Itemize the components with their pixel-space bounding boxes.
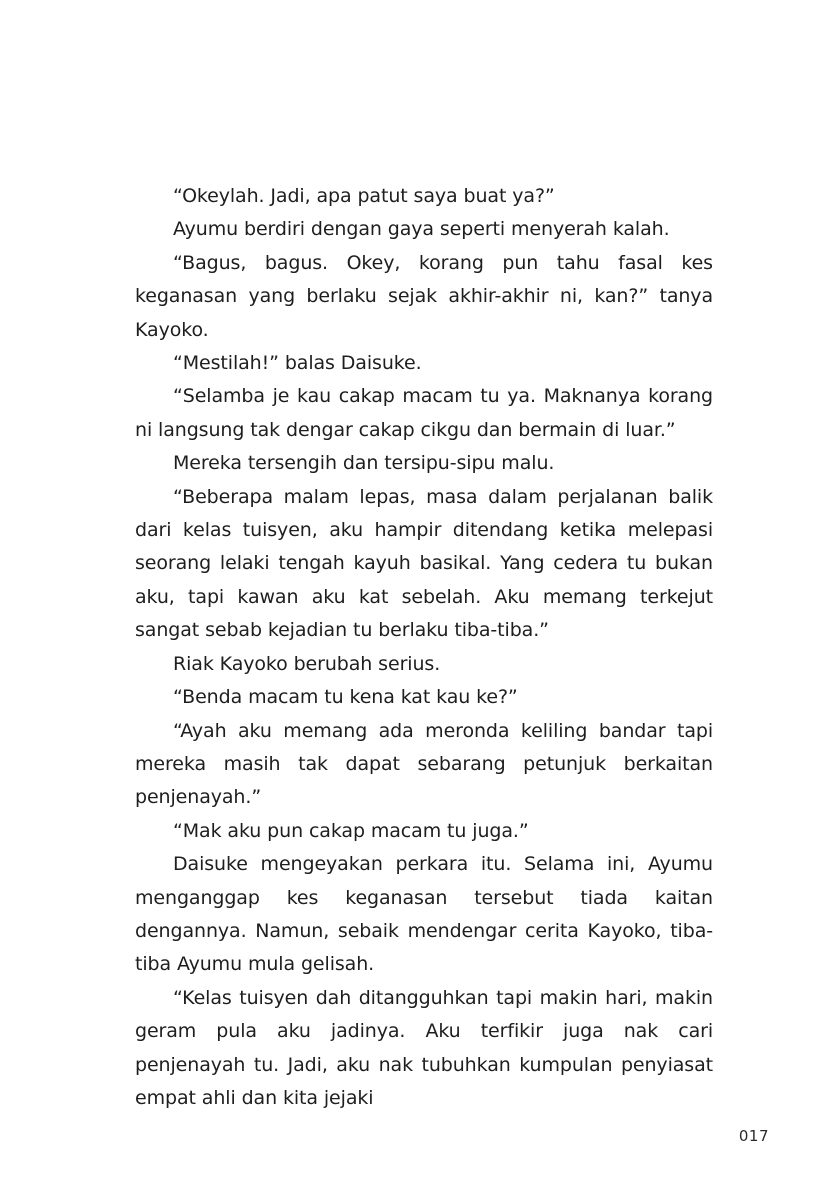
paragraph-10: “Ayah aku memang ada meronda keliling bandar tapi mereka masih tak dapat sebarang petunjuk berkaitan penjenayah.” (135, 719, 713, 809)
paragraph-12: Daisuke mengeyakan perkara itu. Selama ini, Ayumu menganggap kes keganasan tersebut tiada kaitan dengannya. Namun, sebaik mendengar cerita Kayoko, tiba-tiba Ayumu mula gelisah. (135, 853, 713, 976)
paragraph-1: “Okeylah. Jadi, apa patut saya buat ya?” (173, 185, 555, 207)
paragraph-4: “Mestilah!” balas Daisuke. (173, 352, 422, 375)
paragraph-6: Mereka tersengih dan tersipu-sipu malu. (173, 452, 555, 475)
paragraph-3: “Bagus, bagus. Okey, korang pun tahu fasal kes keganasan yang berlaku sejak akhir-akhir ni, kan?” tanya Kayoko. (135, 251, 713, 341)
paragraph-7: “Beberapa malam lepas, masa dalam perjalanan balik dari kelas tuisyen, aku hampir ditendang ketika melepasi seorang lelaki tengah kayuh basikal. Yang cedera tu bukan aku, tapi kawan aku kat sebelah. Aku memang terkejut sangat sebab kejadian tu berlaku tiba-tiba.” (135, 485, 713, 642)
page-number: 017 (738, 1127, 769, 1145)
paragraph-8: Riak Kayoko berubah serius. (173, 652, 441, 675)
paragraph-2: Ayumu berdiri dengan gaya seperti menyerah kalah. (173, 218, 670, 241)
page-body (135, 180, 713, 1115)
paragraph-5: “Selamba je kau cakap macam tu ya. Maknanya korang ni langsung tak dengar cakap cikgu dan bermain di luar.” (135, 385, 713, 441)
paragraph-9: “Benda macam tu kena kat kau ke?” (173, 686, 518, 709)
paragraph-13: “Kelas tuisyen dah ditangguhkan tapi makin hari, makin geram pula aku jadinya. Aku terfikir juga nak cari penjenayah tu. Jadi, aku nak tubuhkan kumpulan penyiasat empat ahli dan kita jejaki (135, 986, 713, 1109)
paragraph-11: “Mak aku pun cakap macam tu juga.” (173, 819, 529, 842)
